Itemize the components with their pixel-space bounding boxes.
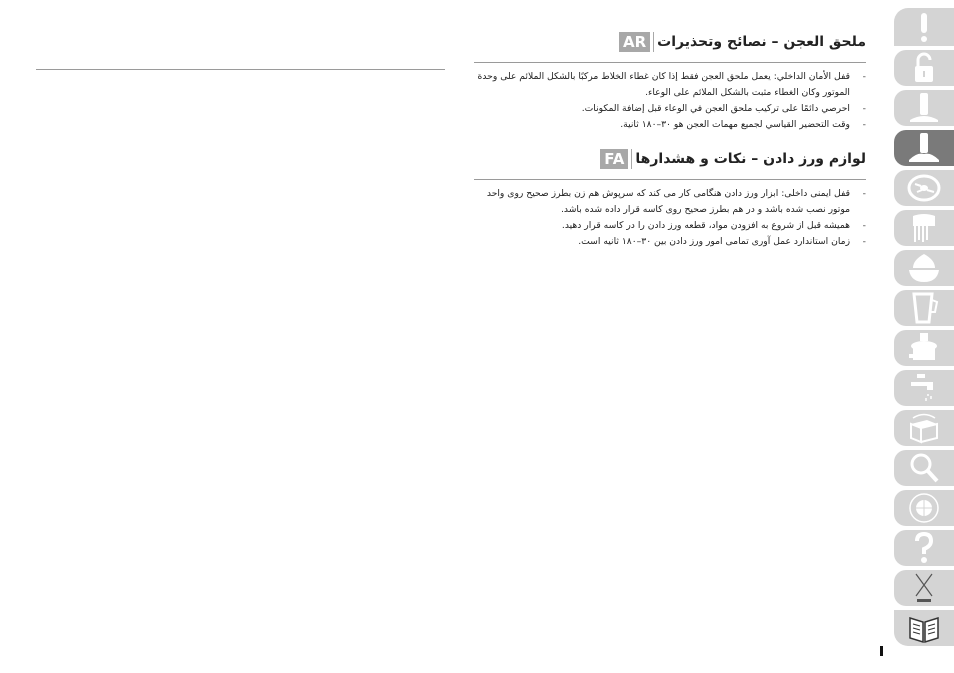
language-badge: AR	[619, 32, 650, 52]
tab-cleaning[interactable]	[894, 370, 954, 406]
section-header	[474, 148, 866, 170]
exclamation-icon	[907, 11, 941, 43]
list-item: - وقت التحضير القياسي لجميع مهمات العجن هو ٣٠–١٨٠ ثانية.	[474, 117, 866, 133]
tab-troubleshooting[interactable]	[894, 450, 954, 486]
tab-slicing-disc[interactable]	[894, 170, 954, 206]
tab-mincer[interactable]	[894, 210, 954, 246]
tab-lock[interactable]	[894, 50, 954, 86]
header-separator	[631, 149, 632, 169]
kneading-tool-icon	[907, 132, 941, 164]
section-divider	[474, 62, 866, 63]
juicer-icon	[907, 332, 941, 364]
section-title: لوازم ورز دادن – نکات و هشدارها	[635, 151, 866, 167]
section-list	[474, 186, 866, 250]
section-title: ملحق العجن – نصائح وتحذيرات	[657, 34, 866, 50]
citrus-press-icon	[907, 252, 941, 284]
recipe-book-icon	[907, 612, 941, 644]
left-column-divider	[36, 69, 445, 70]
section-ar	[474, 31, 866, 133]
crossed-bin-icon	[907, 572, 941, 604]
question-icon	[907, 532, 941, 564]
list-item: - همیشه قبل از شروع به افزودن مواد، قطعه ورز دادن را در کاسه قرار دهید.	[474, 218, 866, 234]
list-item: - احرصي دائمًا على تركيب ملحق العجن في الوعاء قبل إضافة المكونات.	[474, 101, 866, 117]
tab-blender[interactable]	[894, 290, 954, 326]
tab-recipes[interactable]	[894, 610, 954, 646]
list-item: - قفل ایمنی داخلی: ابزار ورز دادن هنگامی کار می کند که سرپوش هم زن بطرز صحیح روی واحد موتور نصب شده باشد و در هم بطرز صحیح روی کاسه قرار داده شده باشد.	[474, 186, 866, 218]
language-badge: FA	[600, 149, 628, 169]
tap-icon	[907, 372, 941, 404]
tab-storage[interactable]	[894, 410, 954, 446]
mincer-icon	[907, 212, 941, 244]
section-list	[474, 69, 866, 133]
padlock-icon	[907, 52, 941, 84]
blender-jug-icon	[907, 292, 941, 324]
tab-safety[interactable]	[894, 8, 954, 46]
section-header	[474, 31, 866, 53]
tab-kneading[interactable]	[894, 130, 954, 166]
tab-citrus-press[interactable]	[894, 250, 954, 286]
section-fa	[474, 148, 866, 250]
section-divider	[474, 179, 866, 180]
tab-guarantee[interactable]	[894, 490, 954, 526]
list-item: - قفل الأمان الداخلي: يعمل ملحق العجن فقط إذا كان غطاء الخلاط مركبًا بالشكل الملائم على وحدة الموتور وكان الغطاء مثبت بالشكل الملائم على الوعاء.	[474, 69, 866, 101]
mixer-tool-icon	[907, 92, 941, 124]
magnifier-icon	[907, 452, 941, 484]
tab-juicer[interactable]	[894, 330, 954, 366]
tab-help[interactable]	[894, 530, 954, 566]
slicing-disc-icon	[907, 172, 941, 204]
page-marker	[880, 646, 883, 656]
side-tab-navigation	[894, 8, 954, 650]
world-guarantee-icon	[907, 492, 941, 524]
tab-disposal[interactable]	[894, 570, 954, 606]
header-separator	[653, 32, 654, 52]
tab-mixer[interactable]	[894, 90, 954, 126]
list-item: - زمان استاندارد عمل آوری تمامی امور ورز دادن بین ۳۰–۱۸۰ ثانیه است.	[474, 234, 866, 250]
storage-box-icon	[907, 412, 941, 444]
